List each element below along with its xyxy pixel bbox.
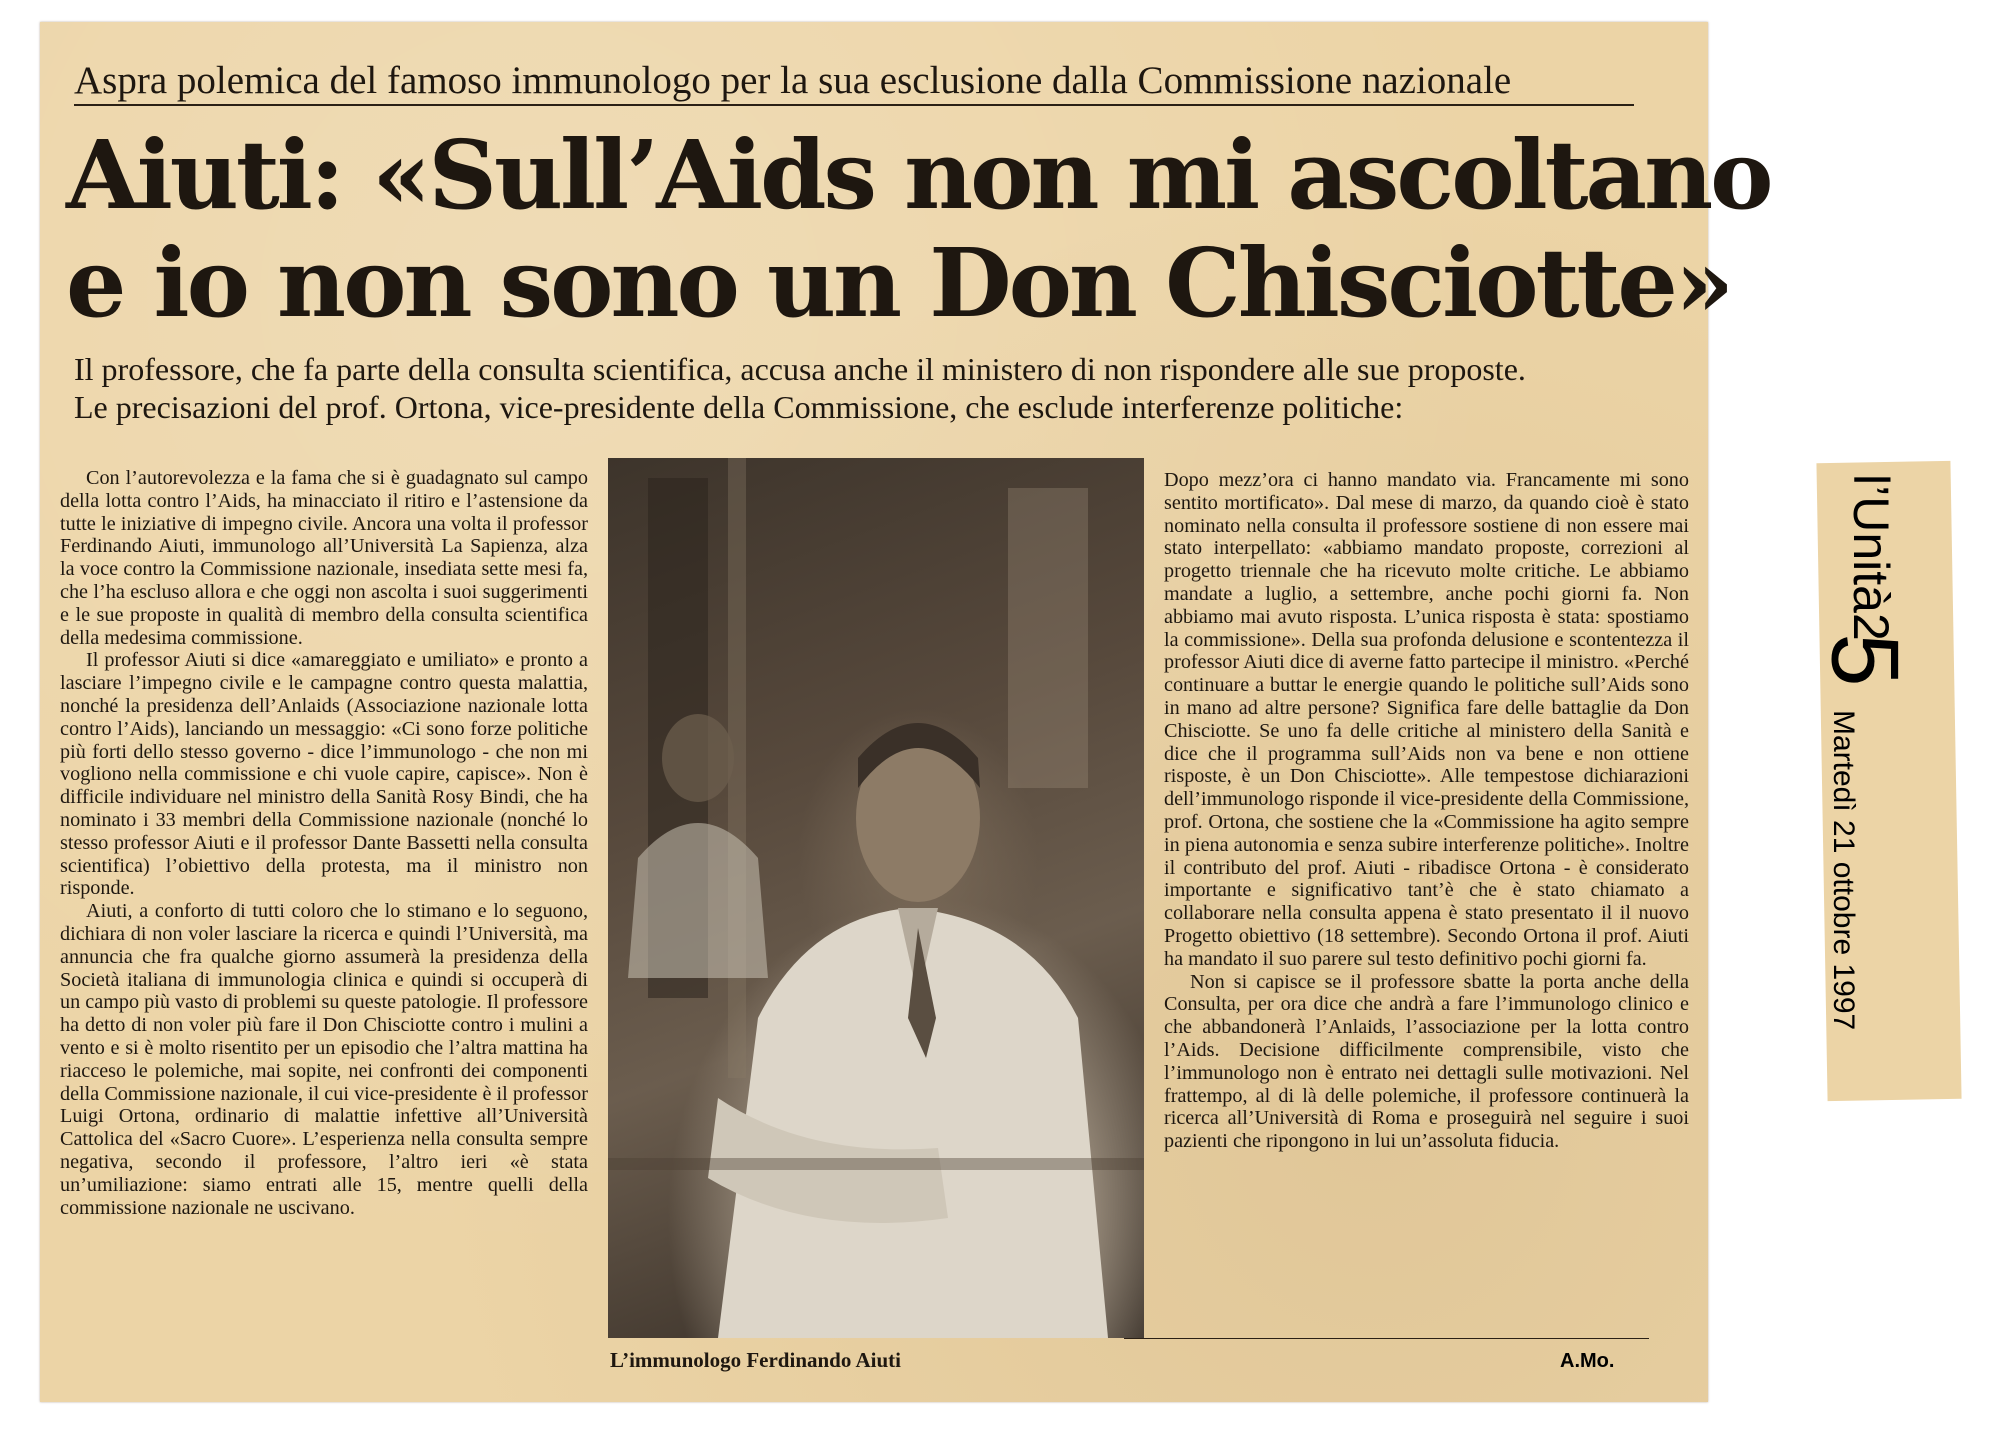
deck [74,350,1704,426]
article-column-right [1164,469,1689,1153]
paragraph: Con l’autorevolezza e la fama che si è guadagnato sul campo della lotta contro l’Aids, ha minacciato il ritiro e l’astensione da tutte le iniziative di impegno civile. Ancora una volta il professor Ferdinando Aiuti, immunologo all’Università La Sapienza, alza la voce contro la Commissione nazionale, insediata sette mesi fa, che l’ha escluso allora e che oggi non ascolta i suoi suggerimenti e le sue proposte in qualità di membro della consulta scientifica della medesima commissione. [60,467,588,649]
deck-line-1: Il professore, che fa parte della consulta scientifica, accusa anche il ministero di non rispondere alle sue proposte. [74,351,1526,387]
column-rule [1124,1338,1649,1339]
masthead-title: l’Unità2 [1843,474,1899,641]
paragraph: Dopo mezz’ora ci hanno mandato via. Francamente mi sono sentito mortificato». Dal mese di marzo, da quando cioè è stato nominato nella consulta il professore sostiene di non essere mai stato interpellato: «abbiamo mandato proposte, correzioni al progetto triennale che ha ricevuto molte critiche. Le abbiamo mandate a luglio, a settembre, anche pochi giorni fa. Non abbiamo mai avuto risposta. L’unica risposta è stata: spostiamo la commissione». Della sua profonda delusione e scontentezza il professor Aiuti dice di averne fatto partecipe il ministro. «Perché continuare a buttar le energie quando le politiche sull’Aids sono in mano ad altre persone? Significa fare delle battaglie da Don Chisciotte. Se uno fa delle critiche al ministero della Sanità e dice che il programma sull’Aids non va bene e non ottiene risposte, è un Don Chisciotte». Alle tempestose dichiarazioni dell’immunologo risponde il vice-presidente della Commissione, prof. Ortona, che sostiene che la «Commissione ha agito sempre in piena autonomia e senza subire interferenze politiche». Inoltre il contributo del prof. Aiuti - ribadisce Ortona - è considerato importante e significativo tant’è che è stato chiamato a collaborare nella consulta appena è stato presentato il il nuovo Progetto obiettivo (18 settembre). Secondo Ortona il prof. Aiuti ha mandato il suo parere sul testo definitivo pochi giorni fa. [1164,469,1689,970]
headline-line-1: Aiuti: «Sull’Aids non mi ascoltano [66,120,1771,231]
photo-caption: L’immunologo Ferdinando Aiuti [610,1348,901,1372]
page-number: 5 [1811,633,1919,687]
headline [66,120,1771,339]
paragraph: Aiuti, a conforto di tutti coloro che lo stimano e lo seguono, dichiara di non voler lasciare la ricerca e quindi l’Università, ma annuncia che fra qualche giorno assumerà la presidenza della Società italiana di immunologia clinica e quindi si occuperà di un campo più vasto di problemi su queste patologie. Il professore ha detto di non voler più fare il Don Chisciotte contro i mulini a vento e si è molto risentito per un episodio che l’altra mattina ha riacceso le polemiche, mai sopite, nei confronti dei componenti della Commissione nazionale, il cui vice-presidente è il professor Luigi Ortona, ordinario di malattie infettive all’Università Cattolica del «Sacro Cuore». L’esperienza nella consulta sempre negativa, secondo il professore, l’altro ieri «è stata un’umiliazione: siamo entrati alle 15, mentre quelli della commissione nazionale ne uscivano. [60,900,588,1219]
deck-line-2: Le precisazioni del prof. Ortona, vice-presidente della Commissione, che esclude interferenze politiche: [74,389,1404,425]
paragraph: Il professor Aiuti si dice «amareggiato e umiliato» e pronto a lasciare l’impegno civile e le campagne contro questa malattia, nonché la presidenza dell’Anlaids (Associazione nazionale lotta contro l’Aids), lanciando un messaggio: «Ci sono forze politiche più forti dello stesso governo - dice l’immunologo - che non mi vogliono nella commissione e chi vuole capire, capisce». Non è difficile individuare nel ministro della Sanità Rosy Bindi, che ha nominato i 33 membri della Commissione nazionale (nonché lo stesso professor Aiuti e il professor Dante Bassetti nella consulta scientifica) l’obiettivo della protesta, ma il ministro non risponde. [60,649,588,900]
portrait-figure [608,458,1144,1338]
kicker: Aspra polemica del famoso immunologo per la sua esclusione dalla Commissione nazionale [74,58,1634,106]
portrait-photo [608,458,1144,1338]
headline-line-2: e io non sono un Don Chisciotte» [66,228,1732,339]
paragraph: Non si capisce se il professore sbatte la porta anche della Consulta, per ora dice che andrà a fare l’immunologo clinico e che abbandonerà l’Anlaids, l’associazione per la lotta contro l’Aids. Decisione difficilmente comprensibile, visto che l’immunologo non è entrato nei dettagli sulle motivazioni. Nel frattempo, al di là delle polemiche, il professore continuerà la ricerca all’Università di Roma e proseguirà nel seguire i suoi pazienti che ripongono in lui un’assoluta fiducia. [1164,970,1689,1153]
publication-date: Martedì 21 ottobre 1997 [1827,710,1860,1031]
author-signature: A.Mo. [1560,1350,1615,1372]
article-column-left [60,467,588,1219]
newspaper-clipping [40,22,1771,1402]
